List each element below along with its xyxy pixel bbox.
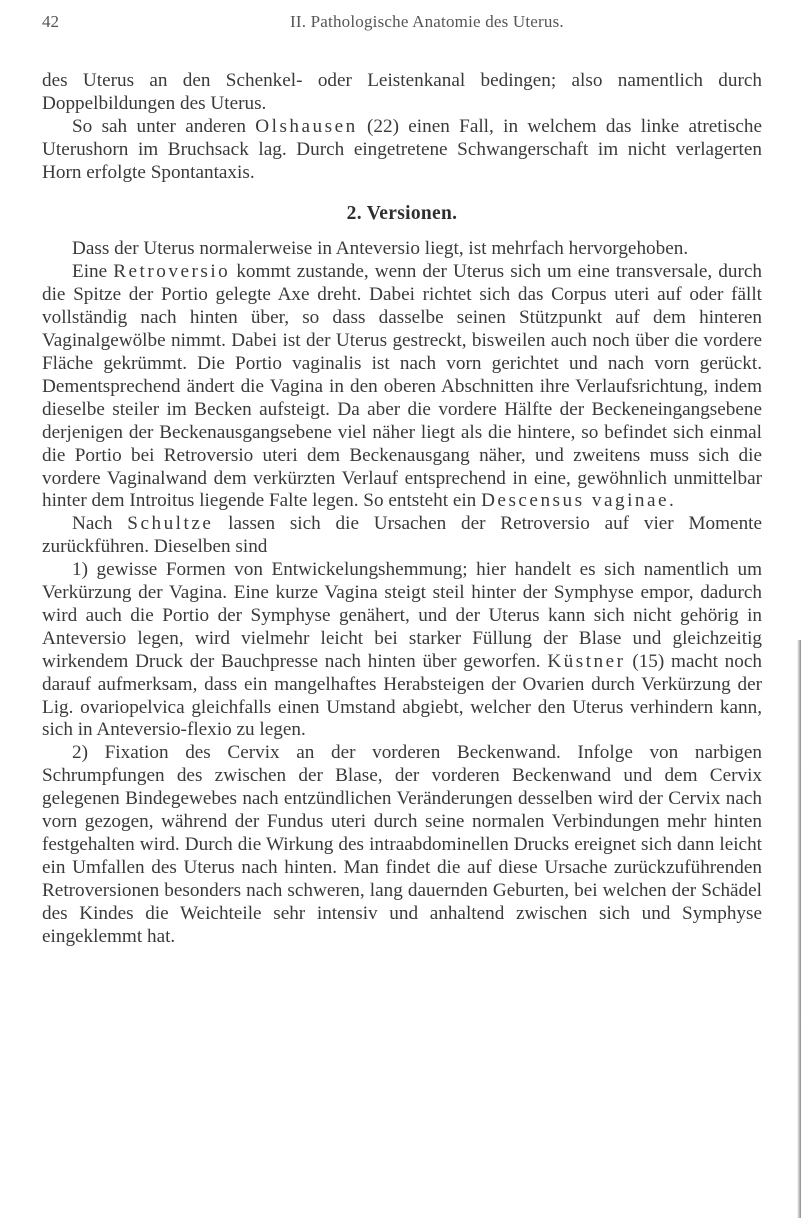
paragraph-cause-2: 2) Fixation des Cervix an der vorderen Beckenwand. Infolge von narbigen Schrumpfungen des zwischen der Blase, der vorderen Beckenwand und dem Cervix gelegenen Bindegewebes nach entzündlichen Veränderungen desselben wird der Cervix nach vorn gezogen, während der Fundus uteri durch seine normalen Verbindungen mehr hinten festgehalten wird. Durch die Wirkung des intraabdominellen Drucks ereignet sich dann leicht ein Umfallen des Uterus nach hinten. Man findet die auf diese Ursache zurückzuführenden Retroversionen besonders nach schweren, lang dauernden Geburten, bei welchen der Schädel des Kindes die Weichteile sehr intensiv und anhaltend zwischen sich und Symphyse eingeklemmt hat. xyxy=(42,742,762,947)
running-header xyxy=(42,8,761,38)
author-name: Küstner xyxy=(547,650,626,672)
page-number: 42 xyxy=(42,12,59,31)
paragraph-retroversio: Eine Retroversio kommt zustande, wenn der Uterus sich um eine transversale, durch die Spitze der Portio gelegte Axe dreht. Dabei richtet sich das Corpus uteri auf oder fällt vollständig nach hinten über, so dass dasselbe seinen Stützpunkt auf dem hinteren Vaginalgewölbe nimmt. Dabei ist der Uterus gestreckt, bisweilen auch noch über die vordere Fläche gekrümmt. Die Portio vaginalis ist nach vorn gerichtet und nach vorn gerückt. Dementsprechend ändert die Vagina in den oberen Abschnitten ihre Verlaufsrichtung, indem dieselbe steiler im Becken aufsteigt. Da aber die vordere Hälfte der Beckeneingangsebene derjenigen der Beckenausgangsebene viel näher liegt als die hintere, so befindet sich einmal die Portio bei Retroversio uteri dem Beckenausgang näher, und zweitens muss sich die vordere Vaginalwand dem verkürzten Verlauf entsprechend in eine, gewöhnlich unmittelbar hinter dem Introitus liegende Falte legen. So entsteht ein Descensus vaginae. xyxy=(42,261,762,512)
page-body xyxy=(42,70,762,949)
author-name: Schultze xyxy=(127,513,214,535)
paragraph-olshausen: So sah unter anderen Olshausen (22) einen Fall, in welchem das linke atretische Uterushorn im Bruchsack lag. Durch eingetretene Schwangerschaft im nicht verlagerten Horn erfolgte Spontantaxis. xyxy=(42,115,762,183)
running-title: II. Pathologische Anatomie des Uterus. xyxy=(290,12,564,31)
term-descensus: Descensus vaginae xyxy=(481,490,670,512)
author-name: Olshausen xyxy=(255,115,358,137)
paragraph-continuation: des Uterus an den Schenkel- oder Leistenkanal bedingen; also namentlich durch Doppelbildungen des Uterus. xyxy=(42,70,762,114)
paragraph-cause-1: 1) gewisse Formen von Entwickelungshemmung; hier handelt es sich namentlich um Verkürzung der Vagina. Eine kurze Vagina steigt steil hinter der Symphyse empor, dadurch wird auch die Portio der Symphyse genähert, und der Uterus kann sich nicht gehörig in Anteversio legen, wird vielmehr leicht bei starker Füllung der Blase und gleichzeitig wirkendem Druck der Bauchpresse nach hinten über geworfen. Küstner (15) macht noch darauf aufmerksam, dass ein mangelhaftes Herabsteigen der Ovarien durch Verkürzung der Lig. ovariopelvica gleichfalls einen Umstand abgiebt, welcher den Uterus verhindern kann, sich in Anteversio-flexio zu legen. xyxy=(42,559,762,741)
term-retroversio: Retroversio xyxy=(113,261,231,283)
paragraph-anteversio: Dass der Uterus normalerweise in Anteversio liegt, ist mehrfach hervorgehoben. xyxy=(72,238,689,260)
page-edge-shadow xyxy=(797,640,801,1218)
section-heading: 2. Versionen. xyxy=(346,202,458,224)
paragraph-schultze: Nach Schultze lassen sich die Ursachen der Retroversio auf vier Momente zurückführen. Dieselben sind xyxy=(42,513,763,558)
